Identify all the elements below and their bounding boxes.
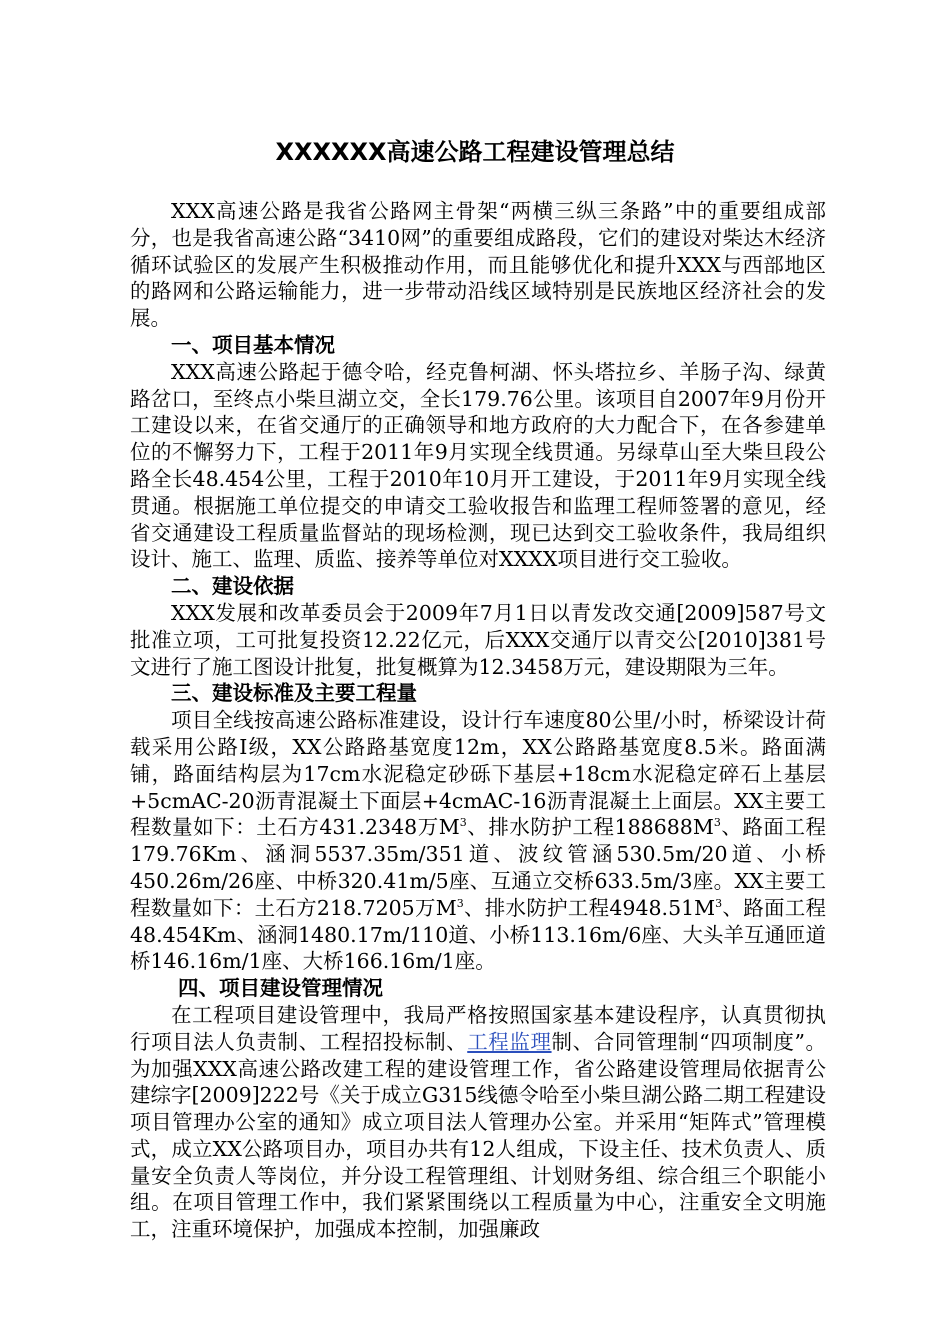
- superscript-cubic-3: 3: [456, 896, 464, 910]
- section-3-text-c: 、路面工程179.76Km、涵洞5537.35m/351道、波纹管涵530.5m/20道、小桥450.26m/26座、中桥320.41m/5座、互通立交桥633.5m/3座。XX主要工程数量如下：土石方218.7205万M: [130, 815, 827, 920]
- document-title: XXXXXX高速公路工程建设管理总结: [275, 138, 675, 166]
- section-1-heading: 一、项目基本情况: [171, 332, 335, 357]
- section-1-paragraph: XXX高速公路起于德令哈，经克鲁柯湖、怀头塔拉乡、羊肠子沟、绿黄路岔口，至终点小柴旦湖立交，全长179.76公里。该项目自2007年9月份开工建设以来，在省交通厅的正确领导和地方政府的大力配合下，在各参建单位的不懈努力下，工程于2011年9月实现全线贯通。另绿草山至大柴旦段公路全长48.454公里，工程于2010年10月开工建设，于2011年9月实现全线贯通。根据施工单位提交的申请交工验收报告和监理工程师签署的意见，经省交通建设工程质量监督站的现场检测，现已达到交工验收条件，我局组织设计、施工、监理、质监、接养等单位对XXXX项目进行交工验收。: [130, 359, 826, 572]
- section-3-heading: 三、建设标准及主要工程量: [171, 681, 417, 706]
- document-body: [130, 198, 826, 1243]
- superscript-cubic-4: 3: [715, 896, 723, 910]
- section-3-text-d: 、排水防护工程4948.51M: [463, 895, 716, 920]
- intro-paragraph: XXX高速公路是我省公路网主骨架“两横三纵三条路”中的重要组成部分，也是我省高速公路“3410网”的重要组成路段，它们的建设对柴达木经济循环试验区的发展产生积极推动作用，而且能够优化和提升XXX与西部地区的路网和公路运输能力，进一步带动沿线区域特别是民族地区经济社会的发展。: [130, 199, 826, 331]
- section-4-heading: 四、项目建设管理情况: [178, 976, 383, 1001]
- superscript-cubic-2: 3: [713, 816, 721, 830]
- section-2-heading: 二、建设依据: [171, 574, 294, 599]
- superscript-cubic-1: 3: [459, 816, 467, 830]
- section-3-text-a: 项目全线按高速公路标准建设，设计行车速度80公里/小时，桥梁设计荷载采用公路Ⅰ级，XX公路路基宽度12m，XX公路路基宽度8.5米。路面满铺，路面结构层为17cm水泥稳定砂砾下基层+18cm水泥稳定碎石上基层+5cmAC-20沥青混凝土下面层+4cmAC-16沥青混凝土上面层。XX主要工程数量如下：土石方431.2348万M: [130, 708, 826, 840]
- section-4-text-a: 在工程项目建设管理中，我局严格按照国家基本建设程序，认真贯彻执行项目法人负责制、工程招投标制、: [130, 1002, 826, 1054]
- section-4-paragraph: [130, 1002, 826, 1243]
- section-4-text-b: 制、合同管理制“四项制度”。为加强XXX高速公路改建工程的建设管理工作，省公路建设管理局依据青公建综字[2009]222号《关于成立G315线德令哈至小柴旦湖公路二期工程建设项目管理办公室的通知》成立项目法人管理办公室。并采用“矩阵式”管理模式，成立XX公路项目办，项目办共有12人组成，下设主任、技术负责人、质量安全负责人等岗位，并分设工程管理组、计划财务组、综合组三个职能小组。在项目管理工作中，我们紧紧围绕以工程质量为中心，注重安全文明施工，注重环境保护，加强成本控制，加强廉政: [130, 1029, 827, 1242]
- section-3-paragraph: [130, 707, 826, 975]
- section-3-text-e: 、路面工程48.454Km、涵洞1480.17m/110道、小桥113.16m/6座、大头羊互通匝道桥146.16m/1座、大桥166.16m/1座。: [130, 895, 826, 974]
- engineering-supervision-link[interactable]: 工程监理: [467, 1029, 552, 1054]
- section-3-text-b: 、排水防护工程188688M: [466, 815, 714, 840]
- section-2-paragraph: XXX发展和改革委员会于2009年7月1日以青发改交通[2009]587号文批准立项，工可批复投资12.22亿元，后XXX交通厅以青交公[2010]381号文进行了施工图设计批复，批复概算为12.3458万元，建设期限为三年。: [130, 600, 826, 679]
